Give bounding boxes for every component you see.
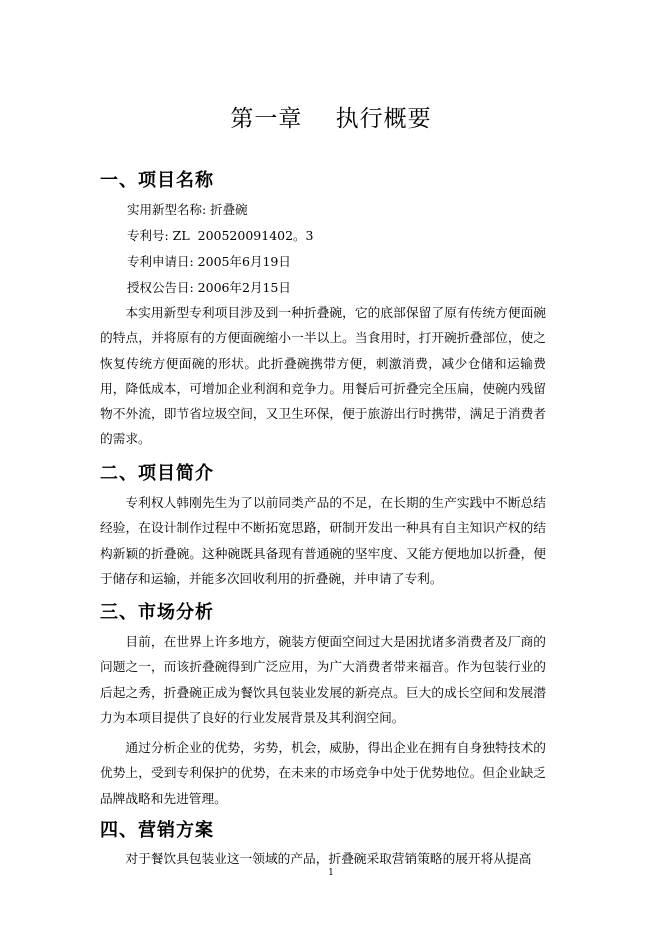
- info-line-application-date: 专利申请日: 2005年6月19日: [127, 254, 291, 269]
- paragraph-market-analysis-1: 目前，在世界上许多地方，碗装方便面空间过大是困扰诸多消费者及厂商的问题之一，而该折叠碗得到广泛应用，为广大消费者带来福音。作为包装行业的后起之秀，折叠碗正成为餐饮具包装业发展的新亮点。巨大的成长空间和发展潜力为本项目提供了良好的行业发展背景及其利润空间。: [100, 634, 546, 725]
- page-number: 1: [328, 868, 334, 878]
- info-line-patent-number: 专利号: ZL 200520091402。3: [127, 228, 314, 243]
- paragraph-project-intro: 专利权人韩刚先生为了以前同类产品的不足，在长期的生产实践中不断总结经验，在设计制作过程中不断拓宽思路，研制开发出一种具有自主知识产权的结构新颖的折叠碗。这种碗既具备现有普通碗的坚牢度、又能方便地加以折叠，便于储存和运输，并能多次回收利用的折叠碗，并申请了专利。: [100, 495, 546, 586]
- paragraph-project-description: 本实用新型专利项目涉及到一种折叠碗，它的底部保留了原有传统方便面碗的特点，并将原有的方便面碗缩小一半以上。当食用时，打开碗折叠部位，使之恢复传统方便面碗的形状。此折叠碗携带方便，刺激消费，减少仓储和运输费用，降低成本，可增加企业利润和竞争力。用餐后可折叠完全压扁，使碗内残留物不外流，即节省垃圾空间，又卫生环保，便于旅游出行时携带，满足于消费者的需求。: [100, 305, 546, 447]
- paragraph-market-analysis-2: 通过分析企业的优势，劣势，机会，威胁，得出企业在拥有自身独特技术的优势上，受到专利保护的优势，在未来的市场竞争中处于优势地位。但企业缺乏品牌战略和先进管理。: [100, 740, 546, 806]
- section-heading-market-analysis: 三、市场分析: [100, 602, 214, 623]
- section-heading-project-name: 一、项目名称: [100, 170, 214, 191]
- paragraph-marketing-plan: 对于餐饮具包装业这一领域的产品，折叠碗采取营销策略的展开将从提高: [125, 851, 532, 866]
- info-line-publication-date: 授权公告日: 2006年2月15日: [127, 280, 291, 295]
- section-heading-project-intro: 二、项目简介: [100, 463, 214, 484]
- section-heading-marketing-plan: 四、营销方案: [100, 820, 214, 841]
- info-line-utility-model-name: 实用新型名称: 折叠碗: [127, 202, 248, 217]
- chapter-title: 第一章 执行概要: [230, 106, 432, 132]
